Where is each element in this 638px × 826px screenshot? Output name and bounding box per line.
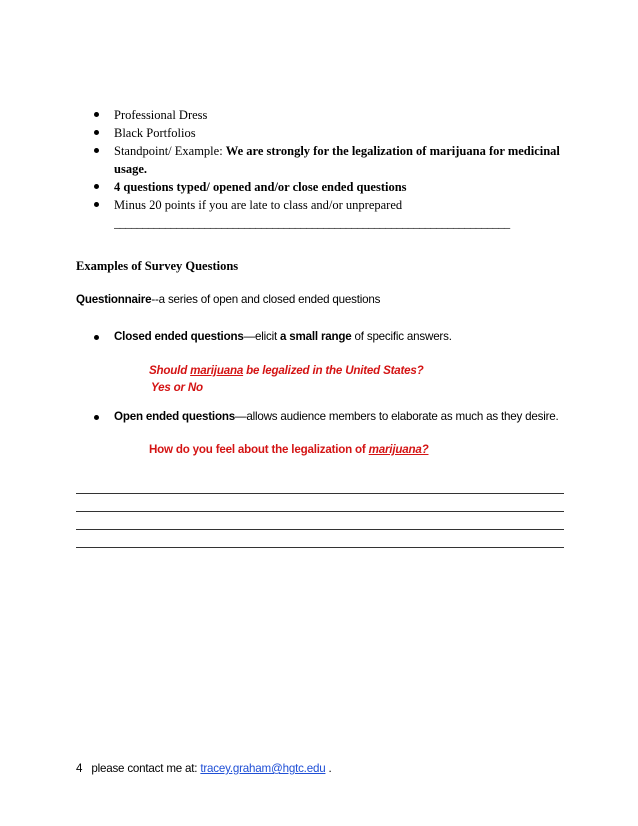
answer-line [76, 530, 564, 548]
example-keyword: marijuana [190, 364, 244, 377]
definition: --a series of open and closed ended questions [151, 293, 381, 306]
closed-example-question [149, 364, 424, 377]
email-link[interactable]: tracey.graham@hgtc.edu [200, 762, 326, 775]
term: Closed ended questions [114, 330, 244, 343]
closed-example-answer: Yes or No [151, 381, 203, 394]
questionnaire-definition [76, 293, 380, 306]
page-footer [76, 762, 332, 775]
item-text: Professional Dress [114, 108, 208, 122]
item-text-wrap [114, 410, 559, 423]
item-text: 4 questions typed/ opened and/or close ended questions [114, 180, 407, 194]
requirements-list [80, 106, 580, 232]
item-emphasis: We are strongly for the legalization of marijuana for medicinal [225, 144, 560, 158]
bullet-icon [94, 202, 99, 207]
footer-end: . [325, 762, 332, 775]
separator: —elicit [243, 330, 281, 343]
bullet-icon [94, 148, 99, 153]
bullet-icon [94, 112, 99, 117]
item-emphasis-cont: usage. [114, 162, 147, 176]
item-text: Black Portfolios [114, 126, 196, 140]
bullet-icon [94, 184, 99, 189]
section-title: Examples of Survey Questions [76, 259, 239, 273]
bullet-icon [94, 335, 99, 340]
example-text: How do you feel about the legalization of [149, 443, 369, 456]
definition: of specific answers. [351, 330, 452, 343]
term: Questionnaire [76, 293, 152, 306]
answer-line [76, 476, 564, 494]
list-item [80, 124, 580, 142]
list-item [80, 142, 580, 178]
open-example-question [149, 443, 428, 456]
answer-lines [76, 476, 564, 548]
footer-text: please contact me at: [91, 762, 201, 775]
item-label: Standpoint/ Example: [114, 144, 226, 158]
example-text: Should [149, 364, 191, 377]
answer-line [76, 512, 564, 530]
definition: —allows audience members to elaborate as much as they desire. [234, 410, 559, 423]
emphasis: a small range [280, 330, 352, 343]
item-text: Minus 20 points if you are late to class and/or unprepared [114, 198, 403, 212]
example-text: be legalized in the United States? [243, 364, 424, 377]
example-keyword: marijuana? [368, 443, 429, 456]
list-item [80, 106, 580, 124]
term: Open ended questions [114, 410, 235, 423]
list-item [80, 196, 580, 232]
answer-line [76, 494, 564, 512]
page-number: 4 [76, 762, 83, 775]
bullet-icon [94, 130, 99, 135]
signature-line: ______________________________________________________________________ [114, 216, 510, 230]
list-item [80, 178, 580, 196]
bullet-icon [94, 415, 99, 420]
item-text-wrap [114, 330, 452, 343]
